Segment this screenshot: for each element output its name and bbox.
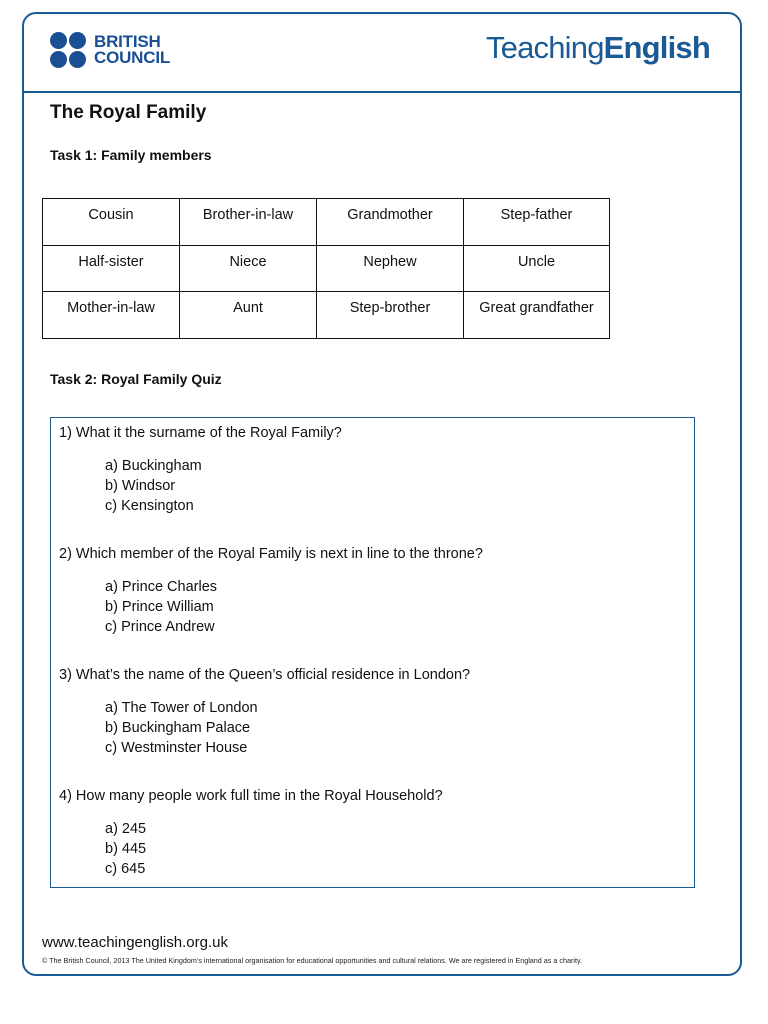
quiz-options-2 xyxy=(105,577,217,637)
quiz-option: a) 245 xyxy=(105,821,147,837)
quiz-option: b) 445 xyxy=(105,841,147,857)
british-council-line1: BRITISH xyxy=(94,32,161,51)
table-row xyxy=(43,292,610,339)
quiz-option: b) Prince William xyxy=(105,599,214,615)
quiz-question-3: 3) What’s the name of the Queen’s official residence in London? xyxy=(59,667,471,683)
header-divider xyxy=(22,91,742,93)
table-cell: Niece xyxy=(180,245,317,292)
quiz-option: b) Buckingham Palace xyxy=(105,720,251,736)
quiz-option: a) The Tower of London xyxy=(105,700,258,716)
table-cell: Mother-in-law xyxy=(43,292,180,339)
quiz-option: c) 645 xyxy=(105,861,146,877)
quiz-option: a) Prince Charles xyxy=(105,579,218,595)
quiz-question-2: 2) Which member of the Royal Family is next in line to the throne? xyxy=(59,546,483,562)
quiz-options-4 xyxy=(105,819,146,879)
table-cell: Great grandfather xyxy=(464,292,610,339)
table-cell: Uncle xyxy=(464,245,610,292)
page-title: The Royal Family xyxy=(50,102,207,123)
quiz-options-3 xyxy=(105,698,258,758)
table-cell: Brother-in-law xyxy=(180,199,317,246)
british-council-logo xyxy=(50,32,170,68)
quiz-option: c) Kensington xyxy=(105,498,194,514)
table-row xyxy=(43,245,610,292)
quiz-question-4: 4) How many people work full time in the Royal Household? xyxy=(59,788,443,804)
footer-website-link[interactable]: www.teachingenglish.org.uk xyxy=(42,934,228,951)
table-cell: Grandmother xyxy=(317,199,464,246)
table-cell: Step-brother xyxy=(317,292,464,339)
quiz-option: c) Prince Andrew xyxy=(105,619,215,635)
quiz-question-1: 1) What it the surname of the Royal Family? xyxy=(59,425,342,441)
table-cell: Nephew xyxy=(317,245,464,292)
table-cell: Half-sister xyxy=(43,245,180,292)
table-cell: Aunt xyxy=(180,292,317,339)
quiz-option: b) Windsor xyxy=(105,478,176,494)
family-members-table xyxy=(42,198,610,339)
quiz-option: a) Buckingham xyxy=(105,458,202,474)
footer-copyright: © The British Council, 2013 The United Kingdom’s international organisation for educational opportunities and cultural relations. We are registered in England as a charity. xyxy=(42,956,583,965)
teaching-english-logo-part2: English xyxy=(603,30,710,65)
table-cell: Step-father xyxy=(464,199,610,246)
quiz-options-1 xyxy=(105,456,202,516)
task1-heading: Task 1: Family members xyxy=(50,147,212,163)
table-cell: Cousin xyxy=(43,199,180,246)
quiz-option: c) Westminster House xyxy=(105,740,248,756)
teaching-english-logo-part1: Teaching xyxy=(485,30,604,65)
british-council-line2: COUNCIL xyxy=(94,48,171,67)
table-row xyxy=(43,199,610,246)
task2-heading: Task 2: Royal Family Quiz xyxy=(50,371,222,387)
british-council-dots-icon xyxy=(50,32,86,68)
teaching-english-logo xyxy=(486,30,710,66)
